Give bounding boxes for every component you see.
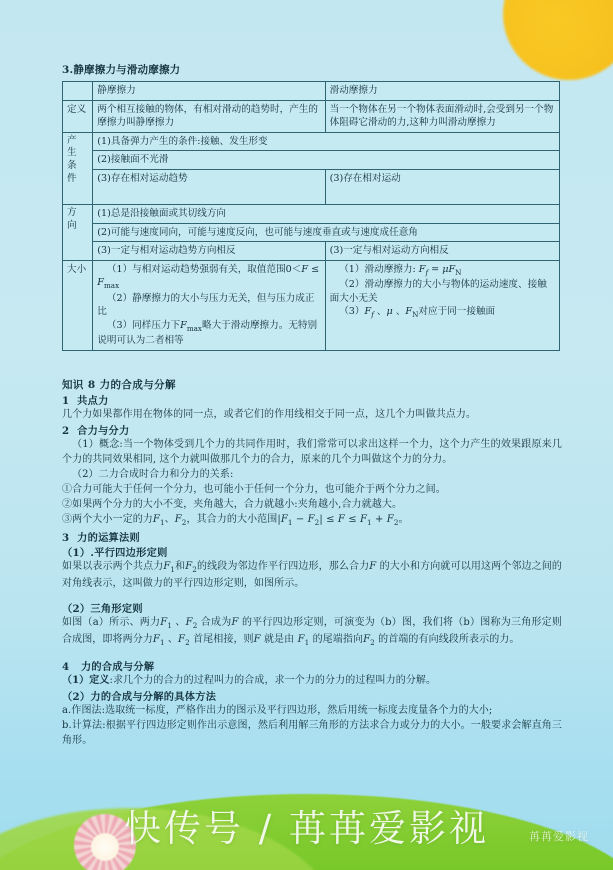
row-label-magnitude: 大小 (63, 260, 93, 350)
cell-magnitude-sliding (325, 260, 559, 350)
table-row-direction-2 (63, 223, 560, 242)
item-4-sub-2-line-1: a.作图法:选取统一标度，严格作出力的图示及平行四边形，然后用统一标度去度量各个力的大小; (62, 704, 493, 716)
cell-conditions-2: (2)接触面不光滑 (93, 151, 560, 170)
item-2-line-5: ③两个大小一定的力$F_1$、$F_2$，其合力的大小范围$|F_1 - F_2| \le F \le F_1 + F_2$。 (62, 513, 409, 527)
magnitude-sliding-line-1: （1）滑动摩擦力: $F_f = \mu F_N$ (339, 263, 462, 277)
table-row-direction-1 (63, 205, 560, 224)
cell-magnitude-static (93, 260, 325, 350)
cell-conditions-3-static: (3)存在相对运动趋势 (93, 170, 325, 205)
row-label-direction: 方 向 (63, 205, 93, 261)
item-4-heading: 4 力的合成与分解 (62, 660, 155, 673)
table-row-conditions-1 (63, 132, 560, 151)
column-header-static-friction: 静摩擦力 (93, 82, 325, 101)
table-corner-cell (63, 82, 93, 101)
cell-direction-3-static: (3)一定与相对运动趋势方向相反 (93, 242, 325, 261)
item-2-line-1: （1）概念:当一个物体受到几个力的共同作用时，我们常常可以求出这样一个力，这个力产生的效果跟原来几个力的共同效果相同, 这个力就叫做那几个力的合力，原来的几个力叫做这个力的分力。 (62, 438, 562, 465)
item-3-heading: 3 力的运算法则 (62, 532, 141, 545)
table-row-header (63, 82, 560, 101)
watermark-text: 快传号 / 苒苒爱影视 (124, 807, 489, 850)
table-row-definition (63, 100, 560, 132)
table-row-conditions-3 (63, 170, 560, 205)
item-4-sub-1-text: :求几个力的合力的过程叫力的合成，求一个力的分力的过程叫力的分解。 (109, 674, 437, 686)
table-row-direction-3 (63, 242, 560, 261)
item-3-sub-1-heading: （1）.平行四边形定则 (62, 547, 168, 560)
table-row-magnitude (63, 260, 560, 350)
cell-direction-1: (1)总是沿接触面或其切线方向 (93, 205, 560, 224)
item-3-sub-1-line-1: 如果以表示两个共点力$F_1$和$F_2$的线段为邻边作平行四边形，那么合力F 的大小和方向就可以用这两个邻边之间的对角线表示，这叫做力的平行四边形定则，如图所示。 (62, 561, 562, 590)
item-2-line-4: ②如果两个分力的大小不变，夹角越大，合力就越小:夹角越小,合力就越大。 (62, 498, 403, 510)
cell-conditions-1: (1)具备弹力产生的条件:接触、发生形变 (93, 132, 560, 151)
item-2-line-3: ①合力可能大于任何一个分力，也可能小于任何一个分力，也可能介于两个分力之间。 (62, 483, 446, 495)
row-label-conditions: 产 生 条 件 (63, 132, 93, 204)
item-1-line-1: 几个力如果都作用在物体的同一点，或者它们的作用线相交于同一点，这几个力叫做共点力。 (62, 408, 477, 420)
friction-comparison-table (62, 81, 560, 351)
magnitude-static-line-3: （3）同样压力下$F_{max}$略大于滑动摩擦力。无特别说明可认为二者相等 (97, 319, 318, 346)
magnitude-sliding-line-2: （2）滑动摩擦力的大小与物体的运动速度、接触面大小无关 (329, 279, 547, 304)
spacer (62, 649, 562, 658)
item-2-heading: 2 合力与分力 (62, 424, 130, 437)
item-4-sub-2-line-2: b.计算法:根据平行四边形定则作出示意图，然后利用解三角形的方法求合力或分力的大小。一般要求会解直角三角形。 (62, 719, 562, 746)
magnitude-static-line-1: （1）与相对运动趋势强弱有关，取值范围$0<F \le F_{max}$ (97, 263, 320, 291)
watermark (0, 798, 613, 852)
cell-definition-static: 两个相互接触的物体，有相对滑动的趋势时，产生的摩擦力叫静摩擦力 (93, 100, 325, 132)
item-3-sub-2-heading: （2）三角形定则 (62, 603, 143, 616)
spacer (62, 591, 562, 600)
cell-definition-sliding: 当一个物体在另一个物体表面滑动时,会受到另一个物体阻碍它滑动的力,这种力叫滑动摩擦力 (325, 100, 559, 132)
item-3-sub-2-line-1: 如图（a）所示、两力$F_1$ 、$F_2$ 合成为F 的平行四边形定则，可演变为（b）图，我们将（b）图称为三角形定则合成图，即将两分力$F_1$ 、$F_2$ 首尾相接，则F 就是由 $F_1$ 的尾端指向$F_2$ 的首端的有向线段所表示的力。 (62, 617, 562, 647)
row-label-definition: 定义 (63, 100, 93, 132)
document-content (62, 62, 562, 748)
watermark-subtext: 苒苒爱影视 (529, 830, 589, 843)
cell-direction-2: (2)可能与速度同向，可能与速度反向，也可能与速度垂直或与速度成任意角 (93, 223, 560, 242)
item-4-sub-1-heading: （1）定义 (62, 674, 110, 686)
section-heading: 3.静摩擦力与滑动摩擦力 (62, 64, 181, 76)
magnitude-sliding-line-3: $(3)F_f$ 、μ 、$F_N$对应于同一接触面 (339, 306, 496, 320)
cell-direction-3-sliding: (3)一定与相对运动方向相反 (325, 242, 559, 261)
table-row-conditions-2 (63, 151, 560, 170)
magnitude-static-line-2: （2）静摩擦力的大小与压力无关，但与压力成正比 (97, 292, 315, 318)
item-2-line-2: （2）二力合成时合力和分力的关系: (72, 468, 234, 480)
spacer (62, 351, 562, 377)
item-1-heading: 1 共点力 (62, 394, 109, 407)
column-header-sliding-friction: 滑动摩擦力 (325, 82, 559, 101)
item-4-sub-1 (62, 673, 562, 688)
item-4-sub-2-heading: （2）力的合成与分解的具体方法 (62, 690, 217, 703)
knowledge-title: 知识 8 力的合成与分解 (62, 378, 176, 391)
cell-conditions-3-sliding: (3)存在相对运动 (325, 170, 559, 205)
